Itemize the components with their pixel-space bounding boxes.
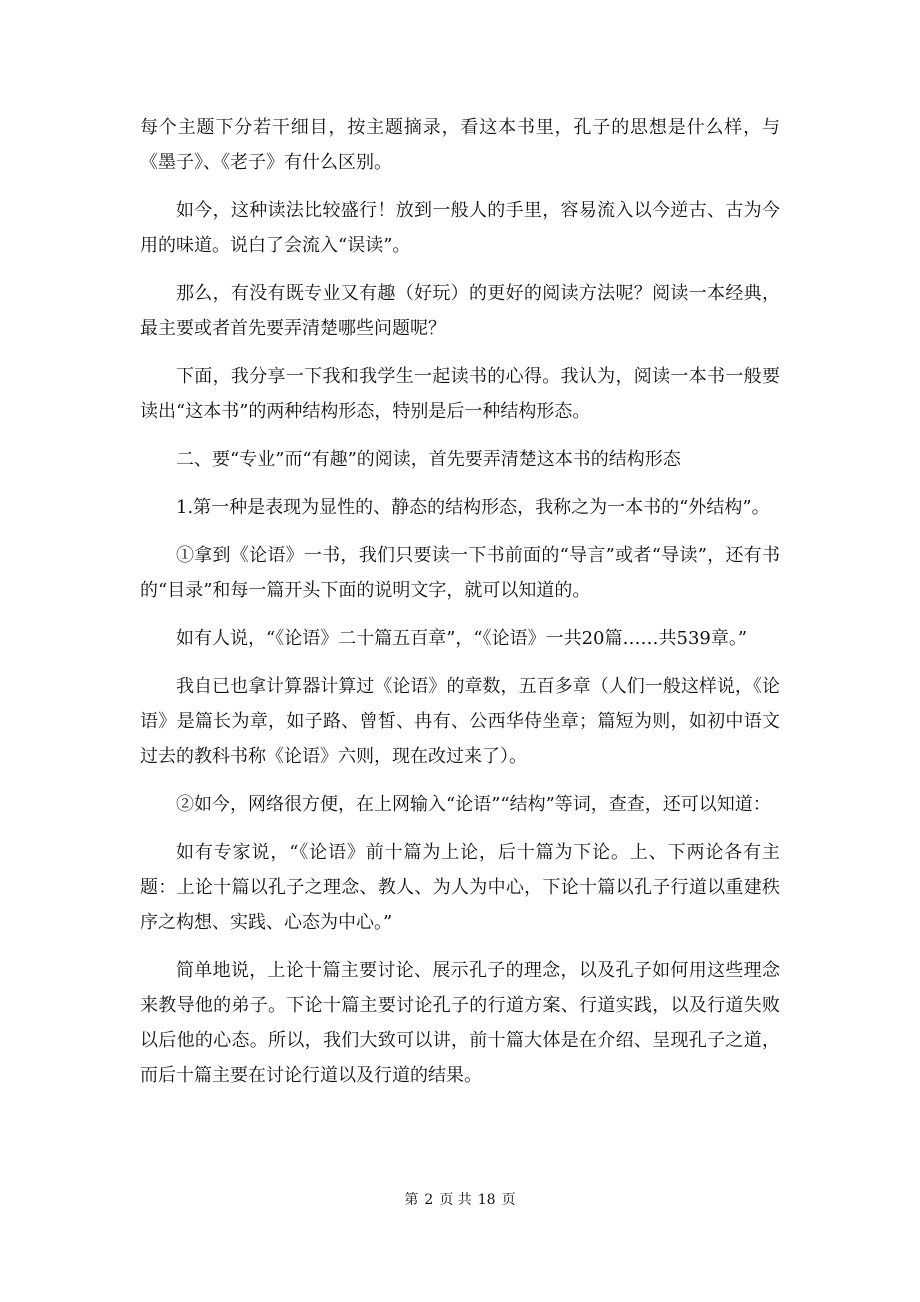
footer-prefix: 第 — [404, 1192, 419, 1208]
page-number-footer — [0, 1190, 920, 1210]
paragraph: 下面，我分享一下我和我学生一起读书的心得。我认为，阅读一本书一般要读出“这本书”的两种结构形态，特别是后一种结构形态。 — [140, 366, 780, 422]
paragraph: 如有专家说，“《论语》前十篇为上论，后十篇为下论。上、下两论各有主题：上论十篇以孔子之理念、教人、为人为中心，下论十篇以孔子行道以重建秩序之构想、实践、心态为中心。” — [140, 842, 780, 933]
paragraph-continued: 每个主题下分若干细目，按主题摘录，看这本书里，孔子的思想是什么样，与《墨子》、《老子》有什么区别。 — [140, 117, 780, 173]
paragraph: 如有人说，“《论语》二十篇五百章”，“《论语》一共20篇……共539章。” — [176, 628, 748, 649]
section-heading: 二、要“专业”而“有趣”的阅读，首先要弄清楚这本书的结构形态 — [176, 449, 681, 470]
footer-middle: 页 共 — [439, 1192, 472, 1208]
paragraph: 简单地说，上论十篇主要讨论、展示孔子的理念，以及孔子如何用这些理念来教导他的弟子。下论十篇主要讨论孔子的行道方案、行道实践，以及行道失败以后他的心态。所以，我们大致可以讲，前十篇大体是在介绍、呈现孔子之道，而后十篇主要在讨论行道以及行道的结果。 — [140, 960, 780, 1086]
current-page-number: 2 — [424, 1192, 434, 1208]
document-body — [140, 110, 780, 1106]
paragraph: 如今，这种读法比较盛行！放到一般人的手里，容易流入以今逆古、古为今用的味道。说白了会流入“误读”。 — [140, 200, 780, 256]
paragraph: 那么，有没有既专业又有趣（好玩）的更好的阅读方法呢？阅读一本经典，最主要或者首先要弄清楚哪些问题呢？ — [140, 283, 780, 339]
paragraph: ①拿到《论语》一书，我们只要读一下书前面的“导言”或者“导读”，还有书的“目录”和每一篇开头下面的说明文字，就可以知道的。 — [140, 545, 780, 601]
subsection-heading: 1.第一种是表现为显性的、静态的结构形态，我称之为一本书的“外结构”。 — [176, 497, 770, 518]
footer-suffix: 页 — [501, 1192, 516, 1208]
paragraph: 我自已也拿计算器计算过《论语》的章数，五百多章（人们一般这样说，《论语》是篇长为章，如子路、曾皙、冉有、公西华侍坐章；篇短为则，如初中语文过去的教科书称《论语》六则，现在改过来了）。 — [140, 676, 780, 767]
total-pages-number: 18 — [477, 1192, 496, 1208]
paragraph: ②如今，网络很方便，在上网输入“论语”“结构”等词，查查，还可以知道： — [176, 794, 771, 815]
